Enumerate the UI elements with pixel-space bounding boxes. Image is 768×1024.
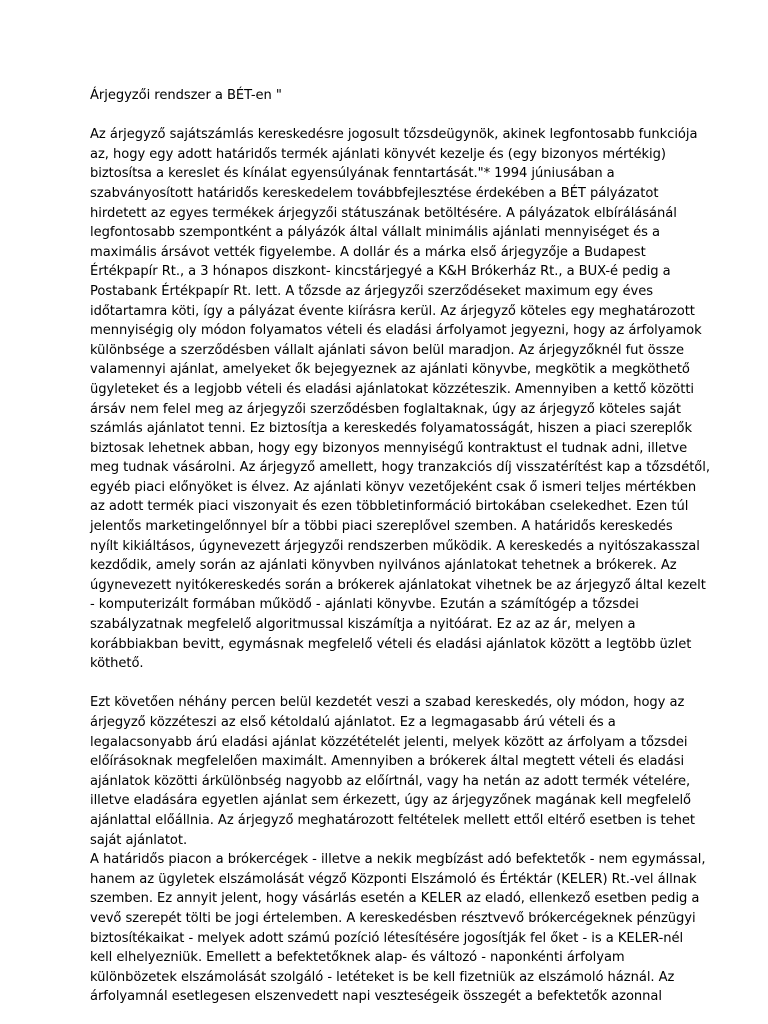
blank-line (90, 106, 680, 126)
text-line: számlás ajánlatot tenni. Ez biztosítja a kereskedés folyamatosságát, hiszen a piaci szereplők (90, 421, 693, 437)
text-line: illetve eladására egyetlen ajánlat sem érkezett, úgy az árjegyzőnek magának kell megfelelő (90, 793, 692, 809)
paragraph-2 (90, 693, 706, 1007)
text-line: biztosítsa a kereslet és kínálat egyensúlyának fenntartását."* 1994 júniusában a (90, 166, 615, 182)
text-line: vevő szerepét tölti be jogi értelemben. A kereskedésben résztvevő brókercégeknek pénzügyi (90, 910, 696, 926)
text-line: maximális ársávot vették figyelembe. A dollár és a márka első árjegyzője a Budapest (90, 244, 646, 260)
text-line: ársáv nem felel meg az árjegyzői szerződésben foglaltaknak, úgy az árjegyző köteles saját (90, 401, 681, 417)
text-line: biztosítékaikat - melyek adott számú pozíció létesítésére jogosítják fel őket - is a KELER-nél (90, 930, 684, 946)
text-line: szabványosított határidős kereskedelem továbbfejlesztése érdekében a BÉT pályázatot (90, 185, 659, 201)
text-line: A határidős piacon a brókercégek - illetve a nekik megbízást adó befektetők - nem egymással, (90, 852, 706, 868)
text-line: kezdődik, amely során az ajánlati könyvben nyilvános ajánlatokat tehetnek a brókerek. Az (90, 558, 677, 574)
blank-line (90, 674, 680, 694)
text-line: legfontosabb szempontként a pályázók által vállalt minimális ajánlati mennyiséget és a (90, 225, 660, 241)
text-line: az adott termék piaci viszonyait és ezen többletinformáció birtokában cselekedhet. Ezen túl (90, 499, 689, 515)
paragraph-1 (90, 125, 710, 674)
text-line: mennyiségig oly módon folyamatos vételi és eladási árfolyamot jegyezni, hogy az árfolyamok (90, 323, 702, 339)
text-line: meg tudnak vásárolni. Az árjegyző amellett, hogy tranzakciós díj visszatérítést kap a tőzsdétől, (90, 460, 710, 476)
text-line: korábbiakban bevitt, egymásnak megfelelő vételi és eladási ajánlatok között a legtöbb üzlet (90, 636, 692, 652)
text-line: árjegyző közzéteszi az első kétoldalú ajánlatot. Ez a legmagasabb árú vételi és a (90, 715, 616, 730)
text-line: különbsége a szerződésben vállalt ajánlati sávon belül maradjon. Az árjegyzőknél fut össze (90, 342, 684, 358)
text-line: egyéb piaci előnyöket is élvez. Az ajánlati könyv vezetőjeként csak ő ismeri teljes mértékben (90, 479, 697, 495)
text-line: különbözetek elszámolását szolgáló - letéteket is be kell fizetniük az elszámoló háznál. Az (90, 969, 675, 985)
text-line: valamennyi ajánlat, amelyeket ők bejegyeznek az ajánlati könyvbe, megkötik a megköthető (90, 362, 690, 378)
text-line: ajánlattal előállnia. Az árjegyző meghatározott feltételek mellett ettől eltérő esetben is tehet (90, 812, 695, 828)
text-line: legalacsonyabb árú eladási ajánlat közzétételét jelenti, melyek között az árfolyam a tőzsdei (90, 734, 688, 750)
text-line: Ezt követően néhány percen belül kezdetét veszi a szabad kereskedés, oly módon, hogy az (90, 695, 685, 711)
text-line: biztosak lehetnek abban, hogy egy bizonyos mennyiségű kontraktust el tudnak adni, illetve (90, 440, 688, 456)
text-line: köthető. (90, 656, 144, 672)
document-title: Árjegyzői rendszer a BÉT-en " (90, 88, 282, 103)
text-line: szabályzatnak megfelelő algoritmussal kiszámítja a nyitóárat. Ez az az ár, melyen a (90, 617, 636, 633)
text-line: saját ajánlatot. (90, 832, 188, 848)
text-line: árfolyamnál esetlegesen elszenvedett napi veszteségeik összegét a befektetők azonnal (90, 989, 662, 1005)
text-line: kell elhelyezniük. Emellett a befektetőknek alap- és változó - naponkénti árfolyam (90, 950, 625, 966)
text-line: Értékpapír Rt., a 3 hónapos diszkont- kincstárjegyé a K&H Brókerház Rt., a BUX-é pedig a (90, 264, 671, 280)
text-line: - komputerizált formában működő - ajánlati könyvbe. Ezután a számítógép a tőzsdei (90, 597, 639, 613)
text-line: az, hogy egy adott határidős termék ajánlati könyvét kezelje és (egy bizonyos mértékig) (90, 146, 666, 162)
text-line: előírásoknak megfelelően maximált. Amennyiben a brókerek által megtett vételi és eladási (90, 754, 685, 770)
text-line: hirdetett az egyes termékek árjegyzői státuszának betöltésére. A pályázatok elbírálásánál (90, 205, 677, 221)
text-line: úgynevezett nyitókereskedés során a brókerek ajánlatokat vihetnek be az árjegyző által kezelt (90, 577, 706, 593)
text-line: ajánlatok közötti árkülönbség nagyobb az előírtnál, vagy ha netán az adott termék vételére, (90, 773, 691, 789)
text-line: Az árjegyző sajátszámlás kereskedésre jogosult tőzsdeügynök, akinek legfontosabb funkciója (90, 127, 698, 143)
text-line: szemben. Ez annyit jelent, hogy vásárlás esetén a KELER az eladó, ellenkező esetben pedig a (90, 891, 700, 907)
text-line: időtartamra köti, így a pályázat évente kiírásra kerül. Az árjegyző köteles egy meghatározott (90, 303, 695, 319)
text-line: hanem az ügyletek elszámolását végző Központi Elszámoló és Értéktár (KELER) Rt.-vel állnak (90, 871, 697, 887)
text-line: jelentős marketingelőnnyel bír a többi piaci szereplővel szemben. A határidős kereskedés (90, 519, 673, 535)
text-line: ügyleteket és a legjobb vételi és eladási ajánlatokat közzéteszik. Amennyiben a kettő közötti (90, 381, 694, 397)
text-line: Postabank Értékpapír Rt. lett. A tőzsde az árjegyzői szerződéseket maximum egy éves (90, 283, 653, 299)
text-line: nyílt kikiáltásos, úgynevezett árjegyzői rendszerben működik. A kereskedés a nyitószakasszal (90, 538, 700, 554)
